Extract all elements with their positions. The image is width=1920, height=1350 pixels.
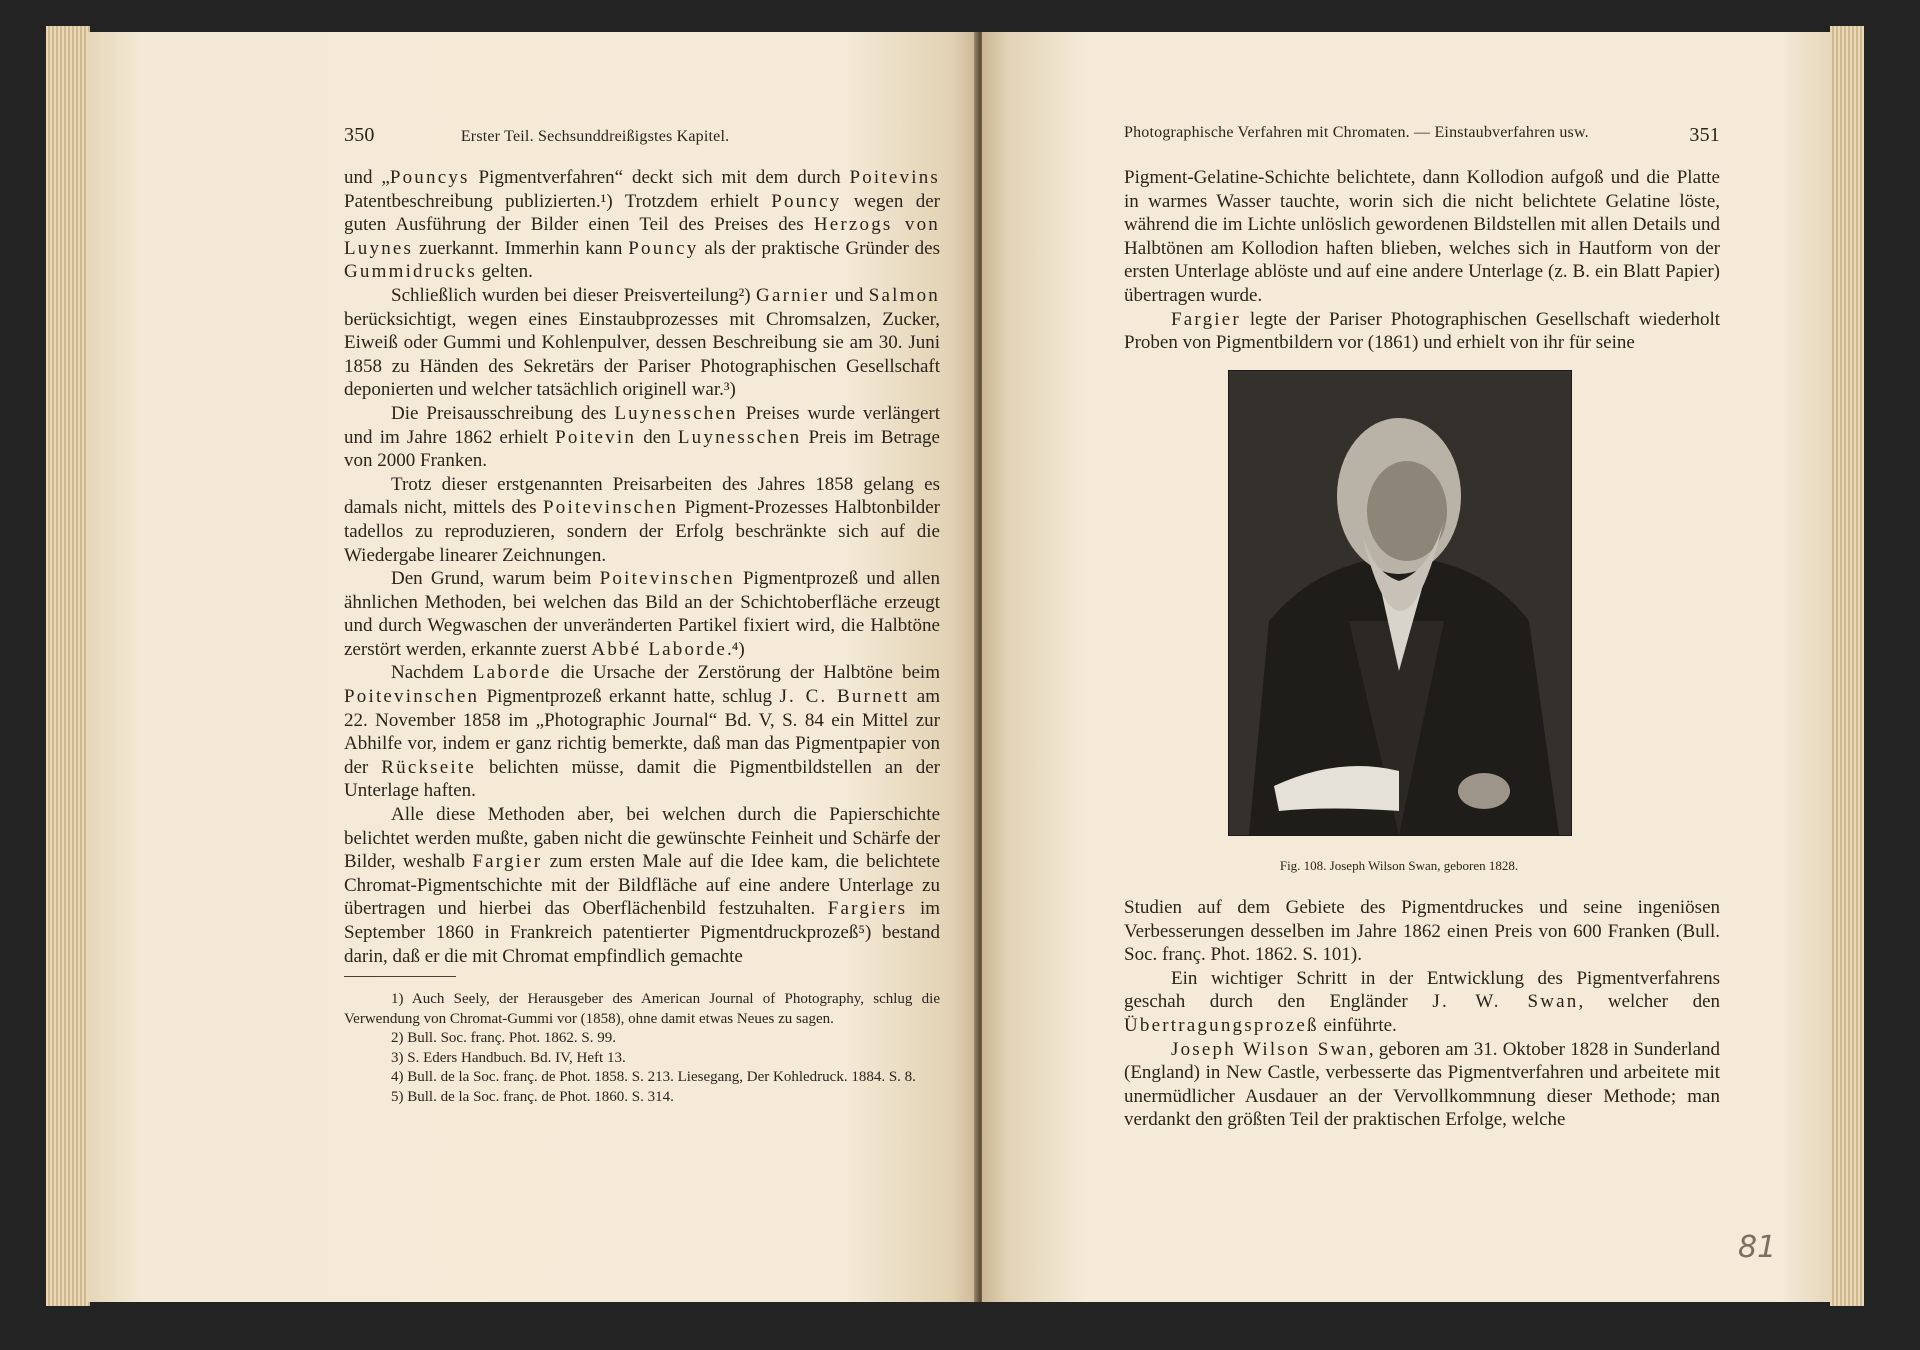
emphasized-name: Joseph Wilson Swan	[1171, 1038, 1369, 1060]
footnote: 1) Auch Seely, der Herausgeber des American Journal of Photography, schlug die Verwendung von Chromat-Gummi vor (1858), ohne damit etwas Neues zu sagen.	[344, 991, 940, 1027]
emphasized-name: Poitevinschen	[344, 686, 480, 708]
pencil-folio-note: 81	[1738, 1230, 1777, 1265]
right-body-text-bottom	[1124, 896, 1720, 1132]
right-body-paragraph: Ein wichtiger Schritt in der Entwicklung des Pigmentverfahrens geschah durch den Engländer J. W. Swan, welcher den Übertragungsprozeß einführte.	[1124, 967, 1720, 1036]
left-page-edges	[46, 26, 90, 1306]
left-body-paragraph: Alle diese Methoden aber, bei welchen durch die Papierschichte belichtet werden mußte, gaben nicht die gewünschte Feinheit und Schärfe der Bilder, weshalb Fargier zum ersten Male auf die Idee kam, die belichtete Chromat-Pigmentschichte mit der Bildfläche auf eine andere Unterlage zu übertragen und hierbei das Oberflächenbild festzuhalten. Fargiers im September 1860 in Frankreich patentierter Pigmentdruckprozeß⁵) bestand darin, daß er die mit Chromat empfindlich gemachte	[344, 804, 940, 967]
footnote: 5) Bull. de la Soc. franç. de Phot. 1860. S. 314.	[391, 1088, 674, 1105]
footnotes	[344, 990, 940, 1107]
emphasized-name: Fargier	[472, 851, 543, 873]
emphasized-name: Rückseite	[381, 756, 476, 778]
right-body-paragraph: Pigment-Gelatine-Schichte belichtete, dann Kollodion aufgoß und die Platte in warmes Wasser tauchte, worin sich die nicht belichtete Gelatine löste, während die im Lichte unlöslich gewordenen Bildstellen mit allen Details und Halbtönen am Kollodion haften blieben, welches sich in Hautform von der ersten Unterlage ablöste und auf eine andere Unterlage (z. B. ein Blatt Papier) übertragen wurde.	[1124, 167, 1720, 306]
figure-caption: Fig. 108. Joseph Wilson Swan, geboren 1828.	[1279, 858, 1519, 873]
emphasized-name: Abbé Laborde	[591, 638, 728, 660]
emphasized-name: Fargier	[1171, 308, 1241, 330]
right-running-title: Photographische Verfahren mit Chromaten. — Einstaubverfahren usw.	[1124, 124, 1589, 141]
emphasized-name: Poitevin	[555, 426, 637, 448]
left-body-paragraph: Schließlich wurden bei dieser Preisverteilung²) Garnier und Salmon berücksichtigt, wegen eines Einstaubprozesses mit Chromsalzen, Zucker, Eiweiß oder Gummi und Kohlenpulver, dessen Beschreibung sie am 30. Juni 1858 zu Händen des Sekretärs der Pariser Photographischen Gesellschaft deponierten und welcher tatsächlich originell war.³)	[344, 284, 940, 401]
emphasized-name: Gummidrucks	[344, 261, 477, 283]
emphasized-name: Luynesschen	[614, 402, 738, 424]
left-running-head	[344, 124, 840, 147]
emphasized-name: Poitevinschen	[543, 497, 679, 519]
right-body-paragraph: Studien auf dem Gebiete des Pigmentdruckes und seine ingeniösen Verbesserungen desselben im Jahre 1862 einen Preis von 600 Franken (Bull. Soc. franç. Phot. 1862. S. 101).	[1124, 897, 1720, 966]
left-running-title: Erster Teil. Sechsunddreißigstes Kapitel.	[460, 128, 730, 145]
right-page	[982, 32, 1832, 1302]
emphasized-name: Poitevinschen	[599, 568, 735, 590]
emphasized-name: Pouncys	[389, 167, 470, 188]
left-body-paragraph: Trotz dieser erstgenannten Preisarbeiten des Jahres 1858 gelang es damals nicht, mittels des Poitevinschen Pigment-Prozesses Halbtonbilder tadellos zu reproduzieren, sondern der Erfolg beschränkte sich auf die Wiedergabe linearer Zeichnungen.	[344, 473, 940, 566]
footnote: 4) Bull. de la Soc. franç. de Phot. 1858. S. 213. Liesegang, Der Kohledruck. 1884. S. 8.	[391, 1069, 916, 1085]
left-page	[88, 32, 978, 1302]
footnote: 3) S. Eders Handbuch. Bd. IV, Heft 13.	[391, 1049, 626, 1066]
emphasized-name: Herzogs von Luynes	[344, 214, 940, 259]
emphasized-name: Salmon	[868, 284, 940, 306]
portrait-illustration	[1229, 371, 1571, 835]
emphasized-name: J. C. Burnett	[779, 686, 910, 708]
left-body-paragraph: und „Pouncys Pigmentverfahren“ deckt sich mit dem durch Poitevins Patentbeschreibung publizierten.¹) Trotzdem erhielt Pouncy wegen der guten Ausführung der Bilder einen Teil des Preises des Herzogs von Luynes zuerkannt. Immerhin kann Pouncy als der praktische Gründer des Gummidrucks gelten.	[344, 167, 940, 283]
left-body-text	[344, 166, 940, 968]
footnote: 2) Bull. Soc. franç. Phot. 1862. S. 99.	[391, 1030, 616, 1046]
right-running-head	[1124, 124, 1720, 147]
left-page-number: 350	[344, 124, 375, 146]
left-body-paragraph: Den Grund, warum beim Poitevinschen Pigmentprozeß und allen ähnlichen Methoden, bei welchen das Bild an der Schichtoberfläche erzeugt und durch Wegwaschen der unveränderten Partikel fixiert wird, die Halbtöne zerstört werden, erkannte zuerst Abbé Laborde.⁴)	[344, 568, 940, 660]
right-body-text-top	[1124, 166, 1720, 355]
emphasized-name: Luynesschen	[677, 426, 802, 448]
right-page-number: 351	[1689, 124, 1720, 146]
emphasized-name: Pouncy	[628, 237, 699, 259]
book-spread	[38, 12, 1868, 1330]
right-body-paragraph: Joseph Wilson Swan, geboren am 31. Oktober 1828 in Sunderland (England) in New Castle, verbesserte das Pigmentverfahren und arbeitete mit unermüdlicher Ausdauer an der Vervollkommnung dieser Methode; man verdankt den größten Teil der praktischen Erfolge, welche	[1124, 1038, 1720, 1131]
emphasized-name: J. W. Swan	[1432, 991, 1579, 1013]
right-page-edges	[1830, 26, 1864, 1306]
footnote-rule	[344, 976, 456, 977]
portrait-photograph	[1228, 370, 1572, 836]
left-body-paragraph: Nachdem Laborde die Ursache der Zerstörung der Halbtöne beim Poitevinschen Pigmentprozeß erkannt hatte, schlug J. C. Burnett am 22. November 1858 im „Photographic Journal“ Bd. V, S. 84 ein Mittel zur Abhilfe vor, indem er ganz richtig bemerkte, daß man das Pigmentpapier von der Rückseite belichten müsse, damit die Pigmentbildstellen an der Unterlage haften.	[344, 662, 940, 802]
emphasized-name: Garnier	[756, 284, 830, 306]
emphasized-name: Poitevins	[849, 167, 940, 188]
emphasized-name: Übertragungsprozeß	[1124, 1014, 1319, 1036]
emphasized-name: Fargiers	[827, 898, 908, 920]
emphasized-name: Pouncy	[771, 190, 842, 212]
emphasized-name: Laborde	[472, 662, 552, 684]
right-body-paragraph: Fargier legte der Pariser Photographischen Gesellschaft wiederholt Proben von Pigmentbildern vor (1861) und erhielt von ihr für seine	[1124, 308, 1720, 354]
left-body-paragraph: Die Preisausschreibung des Luynesschen Preises wurde verlängert und im Jahre 1862 erhielt Poitevin den Luynesschen Preis im Betrage von 2000 Franken.	[344, 402, 940, 472]
